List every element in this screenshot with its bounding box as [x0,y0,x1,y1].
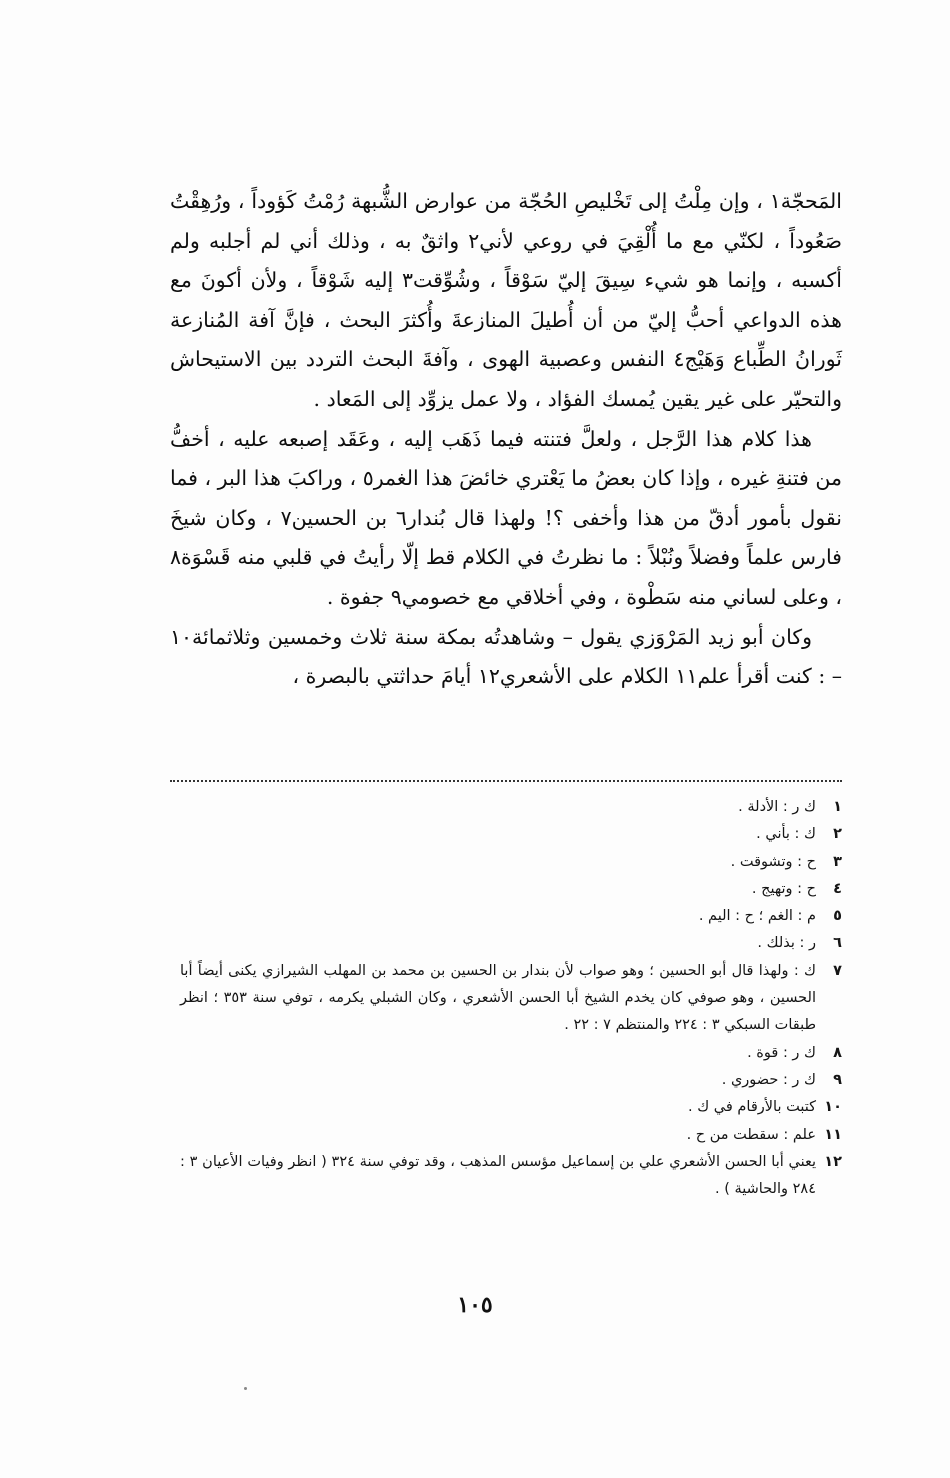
footnote-9 [180,1067,842,1094]
paragraph-1: المَحجّة١ ، وإن مِلْتُ إلى تَخْليصِ الحُجّة من عوارض الشُّبهة رُمْتُ كَؤوداً ، ورُهِقْتُ صَعُوداً ، لكنّي مع ما أُلْقِيَ في روعي لأني٢ واثقٌ به ، وذلك أني لم أجلبه ولم أكسبه ، وإنما هو شيء سِيقَ إليّ سَوْقاً ، وشُوِّقت٣ إليه شَوْقاً ، ولأن أكونَ مع هذه الدواعي أحبُّ إليّ من أن أُطيلَ المنازعةَ وأُكثرَ البحث ، فإنَّ آفة المُنازعة ثَورانُ الطِّباع وَهَيْج٤ النفس وعصبية الهوى ، وآفةَ البحث التردد بين الاستيحاش والتحيّر على غير يقين يُمسك الفؤاد ، ولا عمل يزوِّد إلى المَعاد . [170,189,842,411]
footnote-text: ك : بأني . [756,826,816,843]
footnote-text: ر : بذلك . [757,935,816,952]
footnote-number: ٢ [833,826,842,843]
footnote-text: يعني أبا الحسن الأشعري علي بن إسماعيل مؤسس المذهب ، وقد توفي سنة ٣٢٤ ( انظر وفيات الأعيان ٣ : ٢٨٤ والحاشية ) . [180,1153,817,1198]
footnote-10 [180,1094,842,1121]
scan-speck [244,1387,247,1390]
footnote-text: ح : وتهيج . [751,880,816,897]
footnotes-list [180,794,842,1203]
footnote-number: ٥ [833,908,842,925]
footnote-number: ٨ [833,1044,842,1061]
footnote-text: ك ر : قوة . [747,1044,816,1061]
footnote-12 [180,1149,842,1204]
footnote-number: ١١ [824,1126,842,1143]
footnote-number: ١ [833,799,842,815]
footnote-5 [180,903,842,930]
footnote-text: ك ر : حضوري . [721,1071,816,1088]
footnote-divider [170,780,842,782]
paragraph-2: هذا كلام هذا الرَّجل ، ولعلَّ فتنته فيما ذَهَب إليه ، وعَقَد إصبعه عليه ، أخفُّ من فتنةِ غيره ، وإذا كان بعضُ ما يَعْتري خائضَ هذا الغمر٥ ، وراكبَ هذا البر ، فما نقول بأمور أدقّ من هذا وأخفى ؟! ولهذا قال بُندار٦ بن الحسين٧ ، وكان شيخَ فارس علماً وفضلاً ونُبْلاً : ما نظرتُ في الكلام قط إلّا رأيتُ في قلبي منه قَسْوَة٨ ، وعلى لساني منه سَطْوة ، وفي أخلاقي مع خصومي٩ جفوة . [170,426,842,609]
page-number: ١٠٥ [457,1292,493,1318]
footnote-text: ك ر : الأدلة . [738,799,816,815]
footnote-number: ٧ [833,962,842,979]
footnote-8 [180,1040,842,1067]
footnote-number: ٣ [833,853,842,870]
paragraph-3: وكان أبو زيد المَرْوَزي يقول – وشاهدتُه بمكة سنة ثلاث وخمسين وثلاثمائة١٠ – : كنت أقرأ علم١١ الكلام على الأشعري١٢ أيامَ حداثتي بالبصرة ، [170,624,842,689]
footnote-7 [180,958,842,1040]
footnote-number: ١٠ [824,1099,842,1116]
footnote-number: ٤ [833,880,842,897]
footnote-number: ١٢ [824,1153,842,1170]
footnote-text: علم : سقطت من ح . [686,1126,816,1143]
footnote-11 [180,1122,842,1149]
footnote-text: ح : وتشوقت . [730,853,816,870]
footnote-4 [180,876,842,903]
footnote-text: كتبت بالأرقام في ك . [688,1099,816,1116]
footnote-number: ٦ [833,935,842,952]
footnote-1 [180,794,842,821]
footnote-6 [180,930,842,957]
footnote-text: م : الغم ؛ ح : اليم . [698,908,816,925]
footnote-number: ٩ [833,1071,842,1088]
footnote-2 [180,821,842,848]
main-text [170,182,842,697]
footnote-3 [180,849,842,876]
footnote-text: ك : ولهذا قال أبو الحسين ؛ وهو صواب لأن بندار بن الحسين بن محمد بن المهلب الشيرازي يكنى أيضاً أبا الحسين ، وهو صوفي كان يخدم الشيخ أبا الحسن الأشعري ، وكان الشبلي يكرمه ، توفي سنة ٣٥٣ ؛ انظر طبقات السبكي ٣ : ٢٢٤ والمنتظم ٧ : ٢٢ . [180,962,816,1034]
